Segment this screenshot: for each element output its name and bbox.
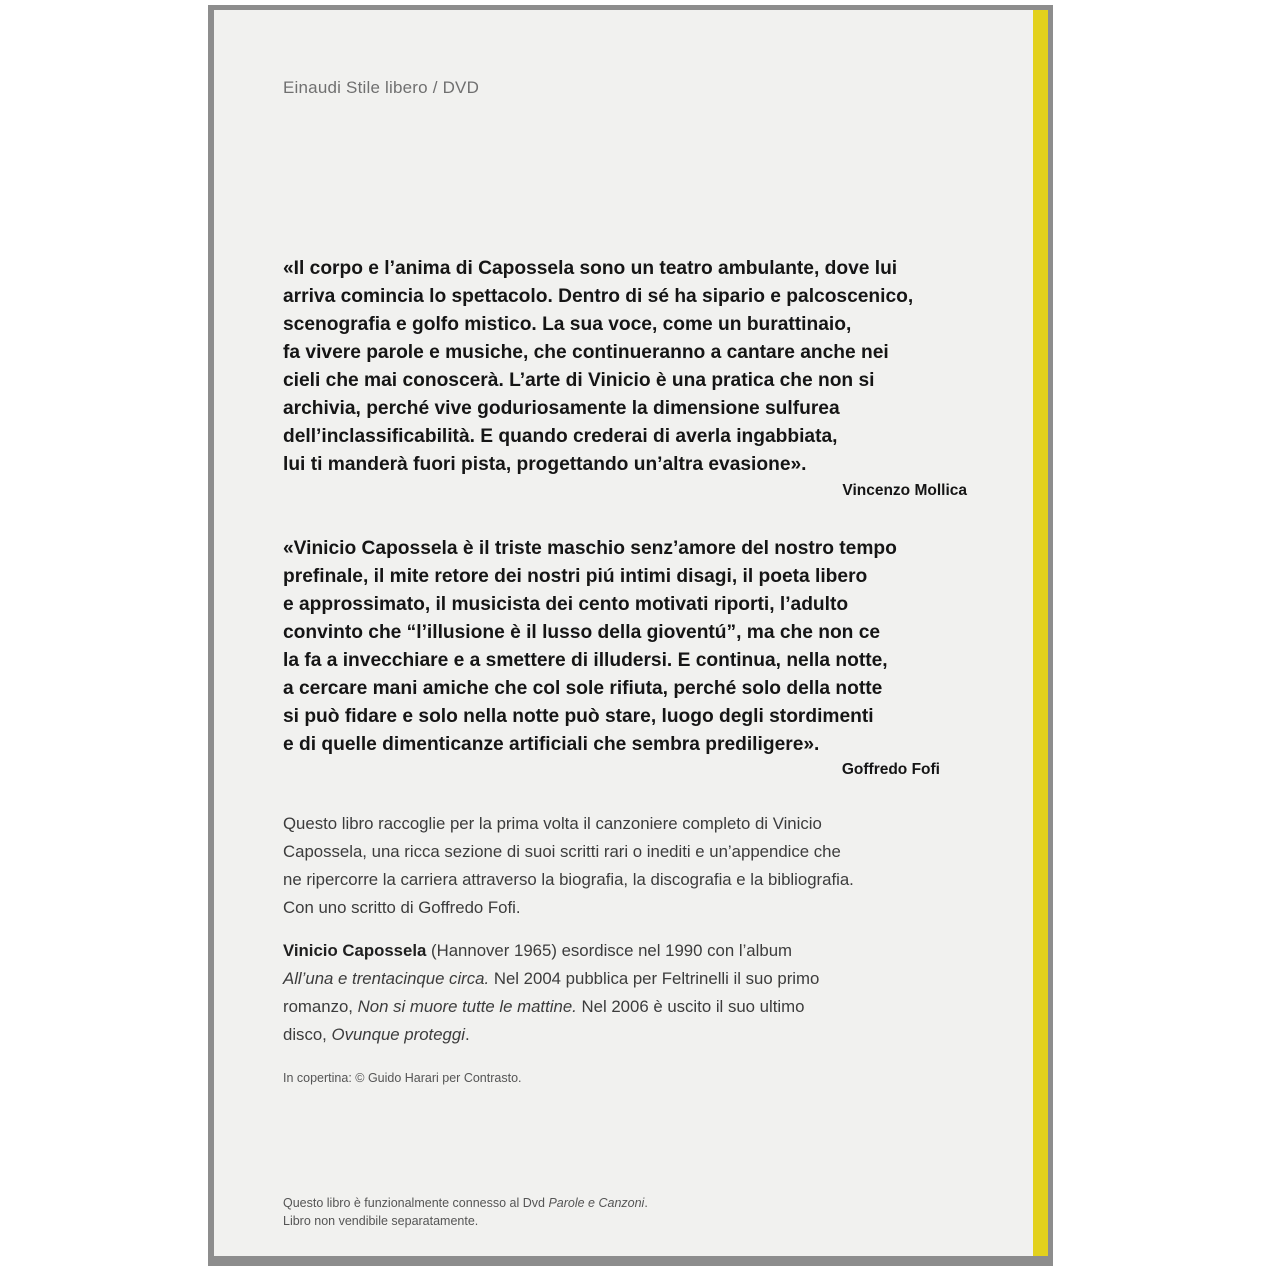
quote-line: «Il corpo e l’anima di Capossela sono un teatro ambulante, dove lui [283, 258, 898, 279]
bio-album-title: All’una e trentacinque circa. [283, 969, 490, 988]
quote-line: convinto che “l’illusione è il lusso della gioventú”, ma che non ce [283, 622, 881, 643]
quote-line: e approssimato, il musicista dei cento motivati riporti, l’adulto [283, 594, 849, 615]
quote-line: lui ti manderà fuori pista, progettando un’altra evasione». [283, 454, 807, 475]
quote-line: si può fidare e solo nella notte può stare, luogo degli stordimenti [283, 706, 874, 727]
quote-line: dell’inclassificabilità. E quando crederai di averla ingabbiata, [283, 426, 838, 447]
quote-author-fofi: Goffredo Fofi [841, 761, 940, 778]
quote-fofi [283, 535, 897, 759]
quote-line: arriva comincia lo spettacolo. Dentro di sé ha sipario e palcoscenico, [283, 286, 914, 307]
quote-line: la fa a invecchiare e a smettere di illudersi. E continua, nella notte, [283, 650, 888, 671]
dvd-note-line: Libro non vendibile separatamente. [283, 1214, 479, 1228]
bio-line: disco, Ovunque proteggi. [283, 1025, 470, 1044]
cover-credit: In copertina: © Guido Harari per Contrasto. [283, 1071, 522, 1085]
description-line: ne ripercorre la carriera attraverso la biografia, la discografia e la bibliografia. [283, 870, 854, 889]
quote-line: «Vinicio Capossela è il triste maschio senz’amore del nostro tempo [283, 538, 897, 559]
quote-mollica [283, 255, 913, 479]
quote-line: fa vivere parole e musiche, che continueranno a cantare anche nei [283, 342, 889, 363]
bio-line: All’una e trentacinque circa. Nel 2004 pubblica per Feltrinelli il suo primo [283, 969, 820, 988]
quote-line: archivia, perché vive goduriosamente la dimensione sulfurea [283, 398, 840, 419]
bio-line: romanzo, Non si muore tutte le mattine. Nel 2006 è uscito il suo ultimo [283, 997, 805, 1016]
author-bio [283, 937, 819, 1049]
quote-line: a cercare mani amiche che col sole rifiuta, perché solo della notte [283, 678, 883, 699]
bio-author-name: Vinicio Capossela [283, 941, 427, 960]
bio-line: Vinicio Capossela (Hannover 1965) esordisce nel 1990 con l’album [283, 941, 793, 960]
quote-line: prefinale, il mite retore dei nostri piú intimi disagi, il poeta libero [283, 566, 868, 587]
quote-line: scenografia e golfo mistico. La sua voce, come un burattinaio, [283, 314, 852, 335]
imprint-label: Einaudi Stile libero / DVD [283, 78, 480, 97]
dvd-note-line: Questo libro è funzionalmente connesso al Dvd Parole e Canzoni. [283, 1196, 648, 1210]
yellow-spine-strip [1033, 10, 1048, 1256]
quote-author-mollica: Vincenzo Mollica [842, 482, 967, 499]
description-line: Con uno scritto di Goffredo Fofi. [283, 898, 521, 917]
dvd-title: Parole e Canzoni [548, 1196, 645, 1210]
description-line: Capossela, una ricca sezione di suoi scritti rari o inediti e un’appendice che [283, 842, 841, 861]
dvd-note [283, 1194, 648, 1230]
bio-album-title: Ovunque proteggi [331, 1025, 465, 1044]
bio-novel-title: Non si muore tutte le mattine. [357, 997, 577, 1016]
quote-line: e di quelle dimenticanze artificiali che sembra prediligere». [283, 734, 820, 755]
book-description [283, 810, 854, 922]
description-line: Questo libro raccoglie per la prima volta il canzoniere completo di Vinicio [283, 814, 822, 833]
quote-line: cieli che mai conoscerà. L’arte di Vinicio è una pratica che non si [283, 370, 875, 391]
